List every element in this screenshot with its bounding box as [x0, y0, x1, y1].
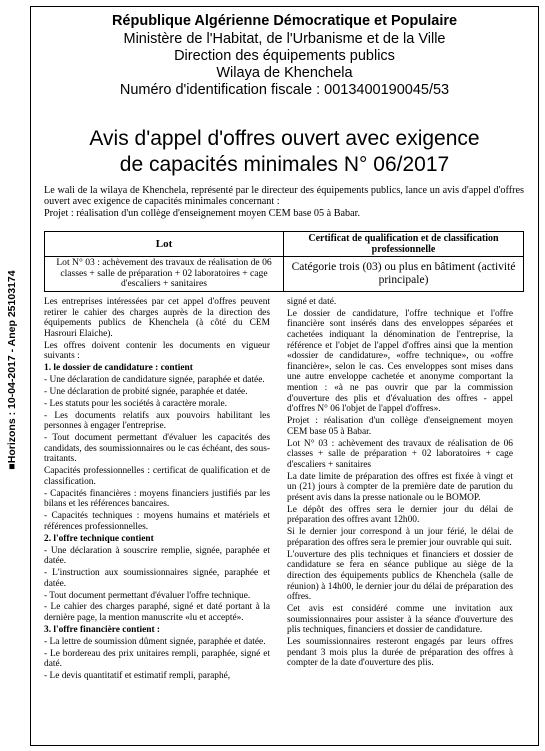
paragraph: - Une déclaration de candidature signée, paraphée et datée. — [44, 375, 265, 386]
fiscal-id: Numéro d'identification fiscale : 0013400190045/53 — [119, 82, 450, 98]
intro-paragraph: Le wali de la wilaya de Khenchela, représenté par le directeur des équipements publics, lance un avis d'appel d'offres ouvert avec exigence de capacités minimales concernant : — [44, 185, 524, 208]
paragraph: Les soumissionnaires resteront engagés par leurs offres pendant 3 mois plus la durée de préparation des offres à compter de la date d'ouverture des plis. — [287, 637, 513, 669]
paragraph: Capacités professionnelles : certificat de qualification et de classification. — [44, 466, 270, 487]
paragraph: Si le dernier jour correspond à un jour férié, le délai de préparation des offres sera le premier jour ouvrable qui suit. — [287, 527, 513, 548]
lot-table — [44, 231, 524, 292]
paragraph: La date limite de préparation des offres est fixée à vingt et un (21) jours à compter de la première date de parution du présent avis dans la presse nationale ou le BOMOP. — [287, 471, 513, 503]
paragraph: - Une déclaration de probité signée, paraphée et datée. — [44, 386, 248, 397]
paragraph: - Tout document permettant d'évaluer les capacités des candidats, des soumissionnaires ou le cas échéant, des sous-traitants. — [44, 433, 270, 465]
section-heading: 1. le dossier de candidature : contient — [44, 363, 193, 374]
paragraph: Cet avis est considéré comme une invitation aux soumissionnaires pour assister à la séance d'ouverture des plis techniques, financiers et dossier de candidature. — [287, 604, 513, 636]
paragraph: Projet : réalisation d'un collège d'enseignement moyen CEM base 05 à Babar. — [287, 416, 513, 437]
paragraph: - Le devis quantitatif et estimatif rempli, paraphé, — [44, 671, 231, 682]
section-heading: 3. l'offre financière contient : — [44, 624, 161, 635]
certificate-category: Catégorie trois (03) ou plus en bâtiment (activité principale) — [284, 257, 524, 292]
paragraph: - Capacités financières : moyens financiers justifiés par les bilans et les références bancaires. — [44, 488, 270, 510]
project-line: Projet : réalisation d'un collège d'enseignement moyen CEM base 05 à Babar. — [44, 207, 361, 219]
publication-sidebar — [0, 250, 24, 490]
paragraph: - Les documents relatifs aux pouvoirs habilitant les personnes à engager l'entreprise. — [44, 410, 270, 432]
paragraph: - Tout document permettant d'évaluer l'offre technique. — [44, 590, 251, 601]
notice-title — [36, 126, 533, 178]
right-column — [287, 297, 513, 670]
direction-name: Direction des équipements publics — [174, 48, 395, 64]
paragraph: - Le cahier des charges paraphé, signé et daté portant à la dernière page, la mention manuscrite «lu et accepté». — [44, 602, 270, 624]
lot-column-header: Lot — [45, 232, 284, 257]
title-line-1: Avis d'appel d'offres ouvert avec exigence — [89, 127, 480, 150]
ministry-name: Ministère de l'Habitat, de l'Urbanisme et de la Ville — [123, 31, 446, 47]
paragraph: - Le bordereau des prix unitaires rempli, paraphée, signé et daté. — [44, 648, 270, 670]
table-row — [45, 257, 524, 292]
paragraph: Les offres doivent contenir les documents en vigueur suivants : — [44, 340, 270, 362]
paragraph: L'ouverture des plis techniques et financiers et dossier de candidature se fera en séance publique au siège de la direction des équipements publics de Khenchela (salle de réunion) à 14h00, le dernier jour du délai de préparation des offres. — [287, 549, 513, 603]
section-heading: 2. l'offre technique contient — [44, 533, 154, 544]
intro-text — [44, 185, 524, 219]
title-line-2: de capacités minimales N° 06/2017 — [119, 153, 450, 176]
wilaya-name: Wilaya de Khenchela — [216, 65, 353, 81]
paragraph: signé et daté. — [287, 297, 337, 307]
paragraph: - Une déclaration à souscrire remplie, signée, paraphée et datée. — [44, 545, 270, 567]
paragraph: Le dossier de candidature, l'offre technique et l'offre financière sont insérés dans des enveloppes séparées et cachetées indiquant la dénomination de l'entreprise, la référence et l'objet de l'appel d'offres ainsi que la mention «dossier de candidature», «offre technique», ou «offre financière», selon le cas. Ces enveloppes sont mises dans une autre enveloppe cachetée et anonyme comportant la mention : «à ne pas ouvrir que par la commission d'ouverture des plis et d'évaluation des offres - appel d'offres N° 06 l'objet de l'appel d'offres». — [287, 308, 513, 415]
paragraph: Lot N° 03 : achèvement des travaux de réalisation de 06 classes + salle de préparation + 02 laboratoires + cage d'escaliers + sanitaires — [287, 438, 513, 470]
lot-description: Lot N° 03 : achèvement des travaux de réalisation de 06 classes + salle de préparation + 02 laboratoires + cage d'escaliers + sanitaires — [45, 257, 284, 292]
paragraph: - L'instruction aux soumissionnaires signée, paraphée et datée. — [44, 568, 270, 589]
paragraph: Les entreprises intéressées par cet appel d'offres peuvent retirer le cahier des charges auprès de la direction des équipements publics de Khenchela (à côté du CEM Hasrouri Elaiche). — [44, 297, 270, 339]
paragraph: Le dépôt des offres sera le dernier jour du délai de préparation des offres avant 12h00. — [287, 504, 513, 526]
paragraph: - La lettre de soumission dûment signée, paraphée et datée. — [44, 636, 266, 647]
lot-table-header — [45, 232, 524, 257]
notice-header — [36, 12, 533, 99]
paragraph: - Capacités techniques : moyens humains et matériels et références professionnelles. — [44, 511, 270, 532]
paragraph: - Les statuts pour les sociétés à caractère morale. — [44, 398, 227, 409]
publication-reference: ■Horizons : 10-04-2017 - Anep 25103174 — [6, 270, 18, 470]
certificate-column-header: Certificat de qualification et de classification professionnelle — [284, 232, 524, 257]
republic-name: République Algérienne Démocratique et Populaire — [111, 13, 458, 29]
left-column — [44, 297, 270, 683]
